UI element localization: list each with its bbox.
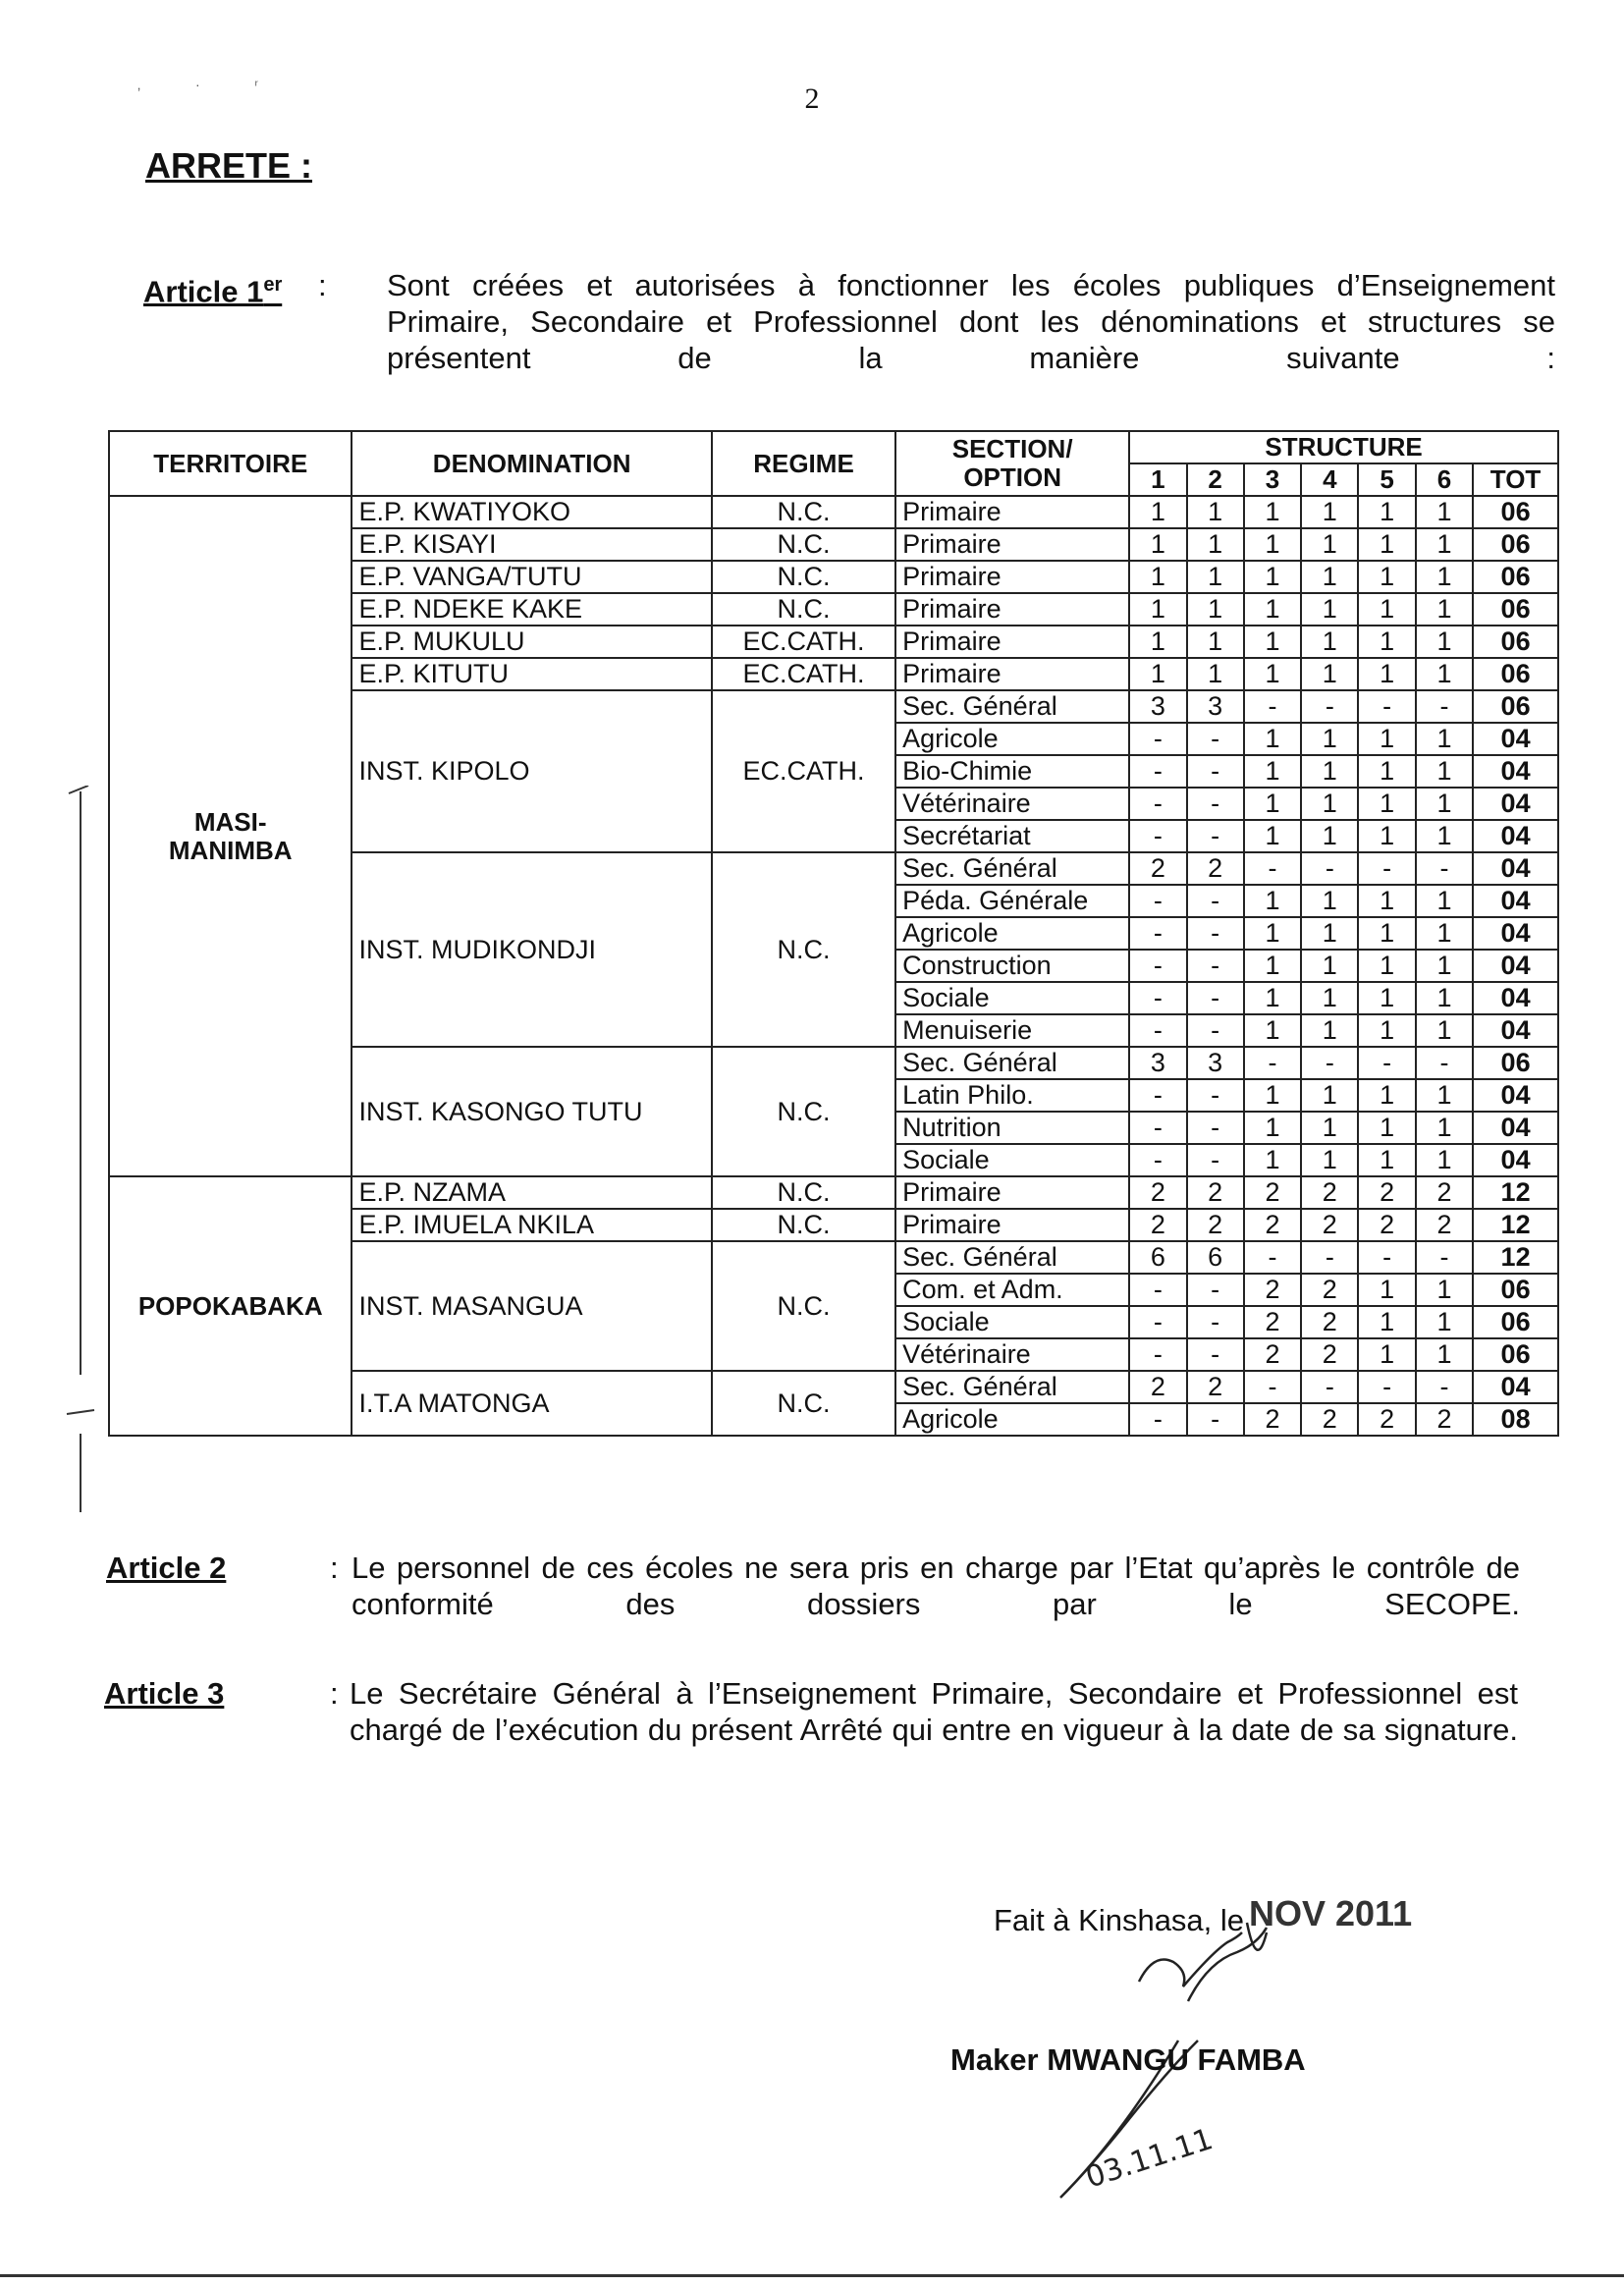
year-5-cell: 2: [1358, 1403, 1415, 1436]
table-row: [109, 1176, 1558, 1209]
school-name-cell: INST. KASONGO TUTU: [352, 1047, 711, 1176]
header-structure: STRUCTURE: [1129, 431, 1558, 463]
year-1-cell: 3: [1129, 690, 1186, 723]
year-2-cell: 2: [1187, 1371, 1244, 1403]
year-3-cell: 1: [1244, 1112, 1301, 1144]
regime-cell: N.C.: [712, 852, 895, 1047]
year-6-cell: -: [1416, 1371, 1473, 1403]
total-cell: 04: [1473, 982, 1558, 1014]
total-cell: 06: [1473, 528, 1558, 561]
year-4-cell: 2: [1301, 1338, 1358, 1371]
year-1-cell: -: [1129, 1112, 1186, 1144]
article-1-label: Article 1er: [143, 274, 283, 309]
section-option-cell: Primaire: [895, 593, 1129, 626]
year-2-cell: 3: [1187, 690, 1244, 723]
year-2-cell: -: [1187, 1079, 1244, 1112]
date-stamp: NOV 2011: [1249, 1893, 1413, 1933]
year-4-cell: 1: [1301, 1079, 1358, 1112]
header-year-5: 5: [1358, 463, 1415, 496]
school-name-cell: E.P. KWATIYOKO: [352, 496, 711, 528]
year-1-cell: -: [1129, 950, 1186, 982]
year-2-cell: -: [1187, 982, 1244, 1014]
year-3-cell: 1: [1244, 788, 1301, 820]
year-4-cell: 2: [1301, 1209, 1358, 1241]
year-2-cell: -: [1187, 820, 1244, 852]
total-cell: 04: [1473, 723, 1558, 755]
year-6-cell: 2: [1416, 1176, 1473, 1209]
year-3-cell: 1: [1244, 561, 1301, 593]
year-6-cell: -: [1416, 852, 1473, 885]
page-number: 2: [804, 82, 820, 115]
year-1-cell: 1: [1129, 561, 1186, 593]
year-5-cell: -: [1358, 1241, 1415, 1274]
year-1-cell: -: [1129, 788, 1186, 820]
territory-cell: MASI- MANIMBA: [109, 496, 352, 1176]
year-3-cell: 2: [1244, 1176, 1301, 1209]
year-4-cell: 2: [1301, 1176, 1358, 1209]
margin-bracket-mark: [59, 786, 98, 1512]
year-6-cell: 1: [1416, 917, 1473, 950]
year-2-cell: 1: [1187, 626, 1244, 658]
section-option-cell: Sec. Général: [895, 1047, 1129, 1079]
section-option-cell: Primaire: [895, 658, 1129, 690]
year-4-cell: 1: [1301, 626, 1358, 658]
year-4-cell: 2: [1301, 1274, 1358, 1306]
year-5-cell: 1: [1358, 561, 1415, 593]
total-cell: 04: [1473, 1014, 1558, 1047]
year-6-cell: 1: [1416, 885, 1473, 917]
year-4-cell: 1: [1301, 561, 1358, 593]
school-name-cell: E.P. VANGA/TUTU: [352, 561, 711, 593]
year-5-cell: -: [1358, 852, 1415, 885]
year-6-cell: 1: [1416, 626, 1473, 658]
section-option-cell: Menuiserie: [895, 1014, 1129, 1047]
section-option-cell: Sec. Général: [895, 852, 1129, 885]
year-1-cell: -: [1129, 1014, 1186, 1047]
school-name-cell: INST. KIPOLO: [352, 690, 711, 852]
year-1-cell: 1: [1129, 528, 1186, 561]
scan-marks: ‚ · ʳ: [137, 77, 284, 92]
section-option-cell: Agricole: [895, 1403, 1129, 1436]
year-5-cell: 1: [1358, 1274, 1415, 1306]
bottom-rule: [0, 2274, 1624, 2277]
year-6-cell: -: [1416, 1241, 1473, 1274]
year-5-cell: 1: [1358, 528, 1415, 561]
section-option-cell: Latin Philo.: [895, 1079, 1129, 1112]
year-5-cell: 1: [1358, 723, 1415, 755]
total-cell: 04: [1473, 852, 1558, 885]
year-6-cell: 1: [1416, 561, 1473, 593]
year-6-cell: 1: [1416, 820, 1473, 852]
total-cell: 06: [1473, 1338, 1558, 1371]
year-6-cell: 1: [1416, 755, 1473, 788]
year-1-cell: -: [1129, 917, 1186, 950]
year-1-cell: -: [1129, 755, 1186, 788]
year-2-cell: -: [1187, 1112, 1244, 1144]
year-5-cell: 1: [1358, 1079, 1415, 1112]
year-3-cell: 1: [1244, 528, 1301, 561]
year-5-cell: 1: [1358, 917, 1415, 950]
total-cell: 08: [1473, 1403, 1558, 1436]
school-name-cell: E.P. IMUELA NKILA: [352, 1209, 711, 1241]
year-4-cell: 1: [1301, 950, 1358, 982]
year-3-cell: -: [1244, 690, 1301, 723]
year-4-cell: -: [1301, 852, 1358, 885]
school-name-cell: E.P. KITUTU: [352, 658, 711, 690]
header-year-1: 1: [1129, 463, 1186, 496]
year-2-cell: 1: [1187, 658, 1244, 690]
year-3-cell: -: [1244, 852, 1301, 885]
year-4-cell: 1: [1301, 820, 1358, 852]
year-5-cell: 2: [1358, 1209, 1415, 1241]
year-2-cell: -: [1187, 1144, 1244, 1176]
section-option-cell: Bio-Chimie: [895, 755, 1129, 788]
year-1-cell: 2: [1129, 852, 1186, 885]
year-2-cell: 1: [1187, 528, 1244, 561]
regime-cell: EC.CATH.: [712, 690, 895, 852]
total-cell: 04: [1473, 917, 1558, 950]
year-5-cell: 2: [1358, 1176, 1415, 1209]
section-option-cell: Vétérinaire: [895, 788, 1129, 820]
total-cell: 04: [1473, 885, 1558, 917]
year-4-cell: -: [1301, 1241, 1358, 1274]
year-3-cell: 1: [1244, 496, 1301, 528]
header-territoire: TERRITOIRE: [109, 431, 352, 496]
year-4-cell: 1: [1301, 788, 1358, 820]
year-5-cell: 1: [1358, 982, 1415, 1014]
header-tot: TOT: [1473, 463, 1558, 496]
section-option-cell: Vétérinaire: [895, 1338, 1129, 1371]
year-5-cell: -: [1358, 1371, 1415, 1403]
article-3-text: Le Secrétaire Général à l’Enseignement Primaire, Secondaire et Professionnel est chargé de l’exécution du présent Arrêté qui entre en vigueur à la date de sa signature.: [350, 1676, 1518, 1747]
regime-cell: N.C.: [712, 1371, 895, 1436]
school-name-cell: E.P. NDEKE KAKE: [352, 593, 711, 626]
year-3-cell: 2: [1244, 1338, 1301, 1371]
year-4-cell: 1: [1301, 528, 1358, 561]
year-6-cell: 1: [1416, 950, 1473, 982]
article-2-label: Article 2: [106, 1551, 227, 1585]
section-option-cell: Primaire: [895, 626, 1129, 658]
year-3-cell: 1: [1244, 1144, 1301, 1176]
section-option-cell: Sociale: [895, 1144, 1129, 1176]
year-3-cell: 2: [1244, 1403, 1301, 1436]
total-cell: 06: [1473, 1306, 1558, 1338]
year-3-cell: 1: [1244, 1079, 1301, 1112]
year-1-cell: 1: [1129, 496, 1186, 528]
year-2-cell: -: [1187, 1274, 1244, 1306]
article-3-colon: :: [330, 1676, 339, 1711]
year-2-cell: -: [1187, 1306, 1244, 1338]
year-2-cell: -: [1187, 885, 1244, 917]
year-4-cell: 1: [1301, 1014, 1358, 1047]
year-2-cell: -: [1187, 1338, 1244, 1371]
year-5-cell: 1: [1358, 1144, 1415, 1176]
section-option-cell: Sec. Général: [895, 1241, 1129, 1274]
section-option-cell: Primaire: [895, 496, 1129, 528]
regime-cell: N.C.: [712, 1047, 895, 1176]
year-2-cell: 6: [1187, 1241, 1244, 1274]
year-4-cell: -: [1301, 690, 1358, 723]
year-2-cell: 2: [1187, 1209, 1244, 1241]
year-4-cell: 1: [1301, 658, 1358, 690]
section-option-cell: Primaire: [895, 528, 1129, 561]
regime-cell: EC.CATH.: [712, 658, 895, 690]
year-3-cell: 2: [1244, 1274, 1301, 1306]
regime-cell: N.C.: [712, 593, 895, 626]
article-3-label: Article 3: [104, 1676, 225, 1711]
year-3-cell: 1: [1244, 885, 1301, 917]
year-4-cell: 1: [1301, 885, 1358, 917]
year-1-cell: -: [1129, 1338, 1186, 1371]
year-2-cell: 1: [1187, 561, 1244, 593]
year-3-cell: 1: [1244, 593, 1301, 626]
year-1-cell: -: [1129, 1144, 1186, 1176]
year-6-cell: 1: [1416, 658, 1473, 690]
year-1-cell: 6: [1129, 1241, 1186, 1274]
year-2-cell: -: [1187, 1014, 1244, 1047]
regime-cell: N.C.: [712, 1176, 895, 1209]
total-cell: 04: [1473, 1144, 1558, 1176]
header-regime: REGIME: [712, 431, 895, 496]
year-6-cell: 1: [1416, 1338, 1473, 1371]
article-3: [104, 1675, 1518, 1813]
section-option-cell: Nutrition: [895, 1112, 1129, 1144]
year-2-cell: 1: [1187, 496, 1244, 528]
year-1-cell: -: [1129, 982, 1186, 1014]
article-2: [106, 1550, 1520, 1648]
section-option-cell: Com. et Adm.: [895, 1274, 1129, 1306]
article-1: [143, 267, 1557, 414]
year-1-cell: 2: [1129, 1176, 1186, 1209]
handwritten-date: 03.11.11: [1081, 2122, 1218, 2196]
year-1-cell: 2: [1129, 1371, 1186, 1403]
school-name-cell: INST. MUDIKONDJI: [352, 852, 711, 1047]
header-section-option: SECTION/ OPTION: [895, 431, 1129, 496]
signatory-name: Maker MWANGU FAMBA: [950, 2042, 1306, 2077]
section-option-cell: Sociale: [895, 982, 1129, 1014]
year-4-cell: 1: [1301, 593, 1358, 626]
article-1-colon: :: [318, 268, 327, 302]
year-1-cell: 2: [1129, 1209, 1186, 1241]
year-2-cell: -: [1187, 755, 1244, 788]
article-2-colon: :: [330, 1551, 339, 1585]
year-2-cell: 1: [1187, 593, 1244, 626]
year-4-cell: -: [1301, 1371, 1358, 1403]
regime-cell: N.C.: [712, 1241, 895, 1371]
regime-cell: N.C.: [712, 496, 895, 528]
header-year-3: 3: [1244, 463, 1301, 496]
total-cell: 04: [1473, 820, 1558, 852]
year-6-cell: 2: [1416, 1209, 1473, 1241]
year-5-cell: 1: [1358, 1306, 1415, 1338]
year-4-cell: 1: [1301, 1112, 1358, 1144]
total-cell: 04: [1473, 1079, 1558, 1112]
year-5-cell: 1: [1358, 950, 1415, 982]
year-6-cell: 1: [1416, 788, 1473, 820]
section-option-cell: Primaire: [895, 1209, 1129, 1241]
regime-cell: N.C.: [712, 528, 895, 561]
regime-cell: N.C.: [712, 1209, 895, 1241]
year-3-cell: -: [1244, 1047, 1301, 1079]
year-3-cell: 1: [1244, 626, 1301, 658]
total-cell: 06: [1473, 593, 1558, 626]
year-1-cell: 1: [1129, 593, 1186, 626]
year-5-cell: 1: [1358, 1014, 1415, 1047]
year-5-cell: 1: [1358, 1112, 1415, 1144]
year-3-cell: 2: [1244, 1306, 1301, 1338]
total-cell: 06: [1473, 626, 1558, 658]
year-4-cell: 2: [1301, 1403, 1358, 1436]
school-name-cell: E.P. MUKULU: [352, 626, 711, 658]
year-3-cell: 1: [1244, 723, 1301, 755]
year-2-cell: 3: [1187, 1047, 1244, 1079]
regime-cell: EC.CATH.: [712, 626, 895, 658]
year-5-cell: 1: [1358, 885, 1415, 917]
year-6-cell: -: [1416, 690, 1473, 723]
year-2-cell: 2: [1187, 852, 1244, 885]
year-1-cell: -: [1129, 1403, 1186, 1436]
year-6-cell: -: [1416, 1047, 1473, 1079]
year-1-cell: -: [1129, 1079, 1186, 1112]
year-3-cell: 2: [1244, 1209, 1301, 1241]
year-6-cell: 1: [1416, 723, 1473, 755]
year-3-cell: -: [1244, 1241, 1301, 1274]
place-date-line: Fait à Kinshasa, le: [994, 1903, 1245, 1937]
school-name-cell: I.T.A MATONGA: [352, 1371, 711, 1436]
year-2-cell: -: [1187, 917, 1244, 950]
header-year-6: 6: [1416, 463, 1473, 496]
year-6-cell: 1: [1416, 1079, 1473, 1112]
total-cell: 12: [1473, 1209, 1558, 1241]
year-3-cell: 1: [1244, 982, 1301, 1014]
article-1-superscript: er: [263, 274, 283, 296]
total-cell: 06: [1473, 496, 1558, 528]
year-6-cell: 1: [1416, 593, 1473, 626]
year-5-cell: 1: [1358, 820, 1415, 852]
year-1-cell: -: [1129, 723, 1186, 755]
year-1-cell: -: [1129, 1306, 1186, 1338]
year-5-cell: 1: [1358, 593, 1415, 626]
year-1-cell: 1: [1129, 658, 1186, 690]
year-2-cell: -: [1187, 950, 1244, 982]
year-6-cell: 1: [1416, 1014, 1473, 1047]
year-5-cell: 1: [1358, 755, 1415, 788]
signature-block: [943, 1893, 1571, 2207]
year-5-cell: -: [1358, 1047, 1415, 1079]
year-5-cell: -: [1358, 690, 1415, 723]
header-denomination: DENOMINATION: [352, 431, 711, 496]
year-6-cell: 1: [1416, 1306, 1473, 1338]
section-option-cell: Sec. Général: [895, 1371, 1129, 1403]
year-3-cell: 1: [1244, 1014, 1301, 1047]
school-name-cell: E.P. KISAYI: [352, 528, 711, 561]
year-6-cell: 1: [1416, 982, 1473, 1014]
total-cell: 12: [1473, 1176, 1558, 1209]
year-5-cell: 1: [1358, 788, 1415, 820]
schools-table: [108, 430, 1559, 1437]
year-3-cell: 1: [1244, 820, 1301, 852]
year-4-cell: -: [1301, 1047, 1358, 1079]
year-1-cell: 3: [1129, 1047, 1186, 1079]
year-2-cell: -: [1187, 723, 1244, 755]
document-heading: ARRETE :: [145, 145, 312, 186]
total-cell: 12: [1473, 1241, 1558, 1274]
section-option-cell: Sociale: [895, 1306, 1129, 1338]
year-5-cell: 1: [1358, 496, 1415, 528]
year-4-cell: 1: [1301, 496, 1358, 528]
year-2-cell: -: [1187, 1403, 1244, 1436]
year-1-cell: 1: [1129, 626, 1186, 658]
section-option-cell: Agricole: [895, 917, 1129, 950]
year-6-cell: 1: [1416, 1112, 1473, 1144]
year-5-cell: 1: [1358, 626, 1415, 658]
year-6-cell: 1: [1416, 496, 1473, 528]
year-1-cell: -: [1129, 885, 1186, 917]
total-cell: 04: [1473, 950, 1558, 982]
total-cell: 04: [1473, 755, 1558, 788]
year-6-cell: 2: [1416, 1403, 1473, 1436]
article-1-text: Sont créées et autorisées à fonctionner les écoles publiques d’Enseignement Primaire, Secondaire et Professionnel dont les dénominations et structures se présentent de la manière suivante :: [387, 268, 1555, 375]
section-option-cell: Péda. Générale: [895, 885, 1129, 917]
header-year-4: 4: [1301, 463, 1358, 496]
school-name-cell: INST. MASANGUA: [352, 1241, 711, 1371]
section-option-cell: Sec. Général: [895, 690, 1129, 723]
year-2-cell: 2: [1187, 1176, 1244, 1209]
table-body: [109, 496, 1558, 1436]
year-4-cell: 1: [1301, 1144, 1358, 1176]
year-3-cell: 1: [1244, 917, 1301, 950]
total-cell: 04: [1473, 1371, 1558, 1403]
total-cell: 06: [1473, 658, 1558, 690]
header-year-2: 2: [1187, 463, 1244, 496]
section-option-cell: Secrétariat: [895, 820, 1129, 852]
year-3-cell: 1: [1244, 658, 1301, 690]
year-3-cell: -: [1244, 1371, 1301, 1403]
school-name-cell: E.P. NZAMA: [352, 1176, 711, 1209]
year-4-cell: 1: [1301, 723, 1358, 755]
total-cell: 06: [1473, 1274, 1558, 1306]
year-2-cell: -: [1187, 788, 1244, 820]
year-6-cell: 1: [1416, 528, 1473, 561]
year-1-cell: -: [1129, 820, 1186, 852]
total-cell: 06: [1473, 561, 1558, 593]
total-cell: 04: [1473, 788, 1558, 820]
year-4-cell: 1: [1301, 917, 1358, 950]
year-3-cell: 1: [1244, 755, 1301, 788]
regime-cell: N.C.: [712, 561, 895, 593]
year-4-cell: 2: [1301, 1306, 1358, 1338]
section-option-cell: Primaire: [895, 561, 1129, 593]
year-4-cell: 1: [1301, 982, 1358, 1014]
section-option-cell: Primaire: [895, 1176, 1129, 1209]
year-3-cell: 1: [1244, 950, 1301, 982]
territory-cell: POPOKABAKA: [109, 1176, 352, 1436]
year-4-cell: 1: [1301, 755, 1358, 788]
total-cell: 04: [1473, 1112, 1558, 1144]
year-6-cell: 1: [1416, 1274, 1473, 1306]
section-option-cell: Agricole: [895, 723, 1129, 755]
table-row: [109, 496, 1558, 528]
article-2-text: Le personnel de ces écoles ne sera pris en charge par l’Etat qu’après le contrôle de conformité des dossiers par le SECOPE.: [352, 1551, 1520, 1621]
year-1-cell: -: [1129, 1274, 1186, 1306]
year-5-cell: 1: [1358, 658, 1415, 690]
total-cell: 06: [1473, 690, 1558, 723]
year-5-cell: 1: [1358, 1338, 1415, 1371]
year-6-cell: 1: [1416, 1144, 1473, 1176]
section-option-cell: Construction: [895, 950, 1129, 982]
total-cell: 06: [1473, 1047, 1558, 1079]
